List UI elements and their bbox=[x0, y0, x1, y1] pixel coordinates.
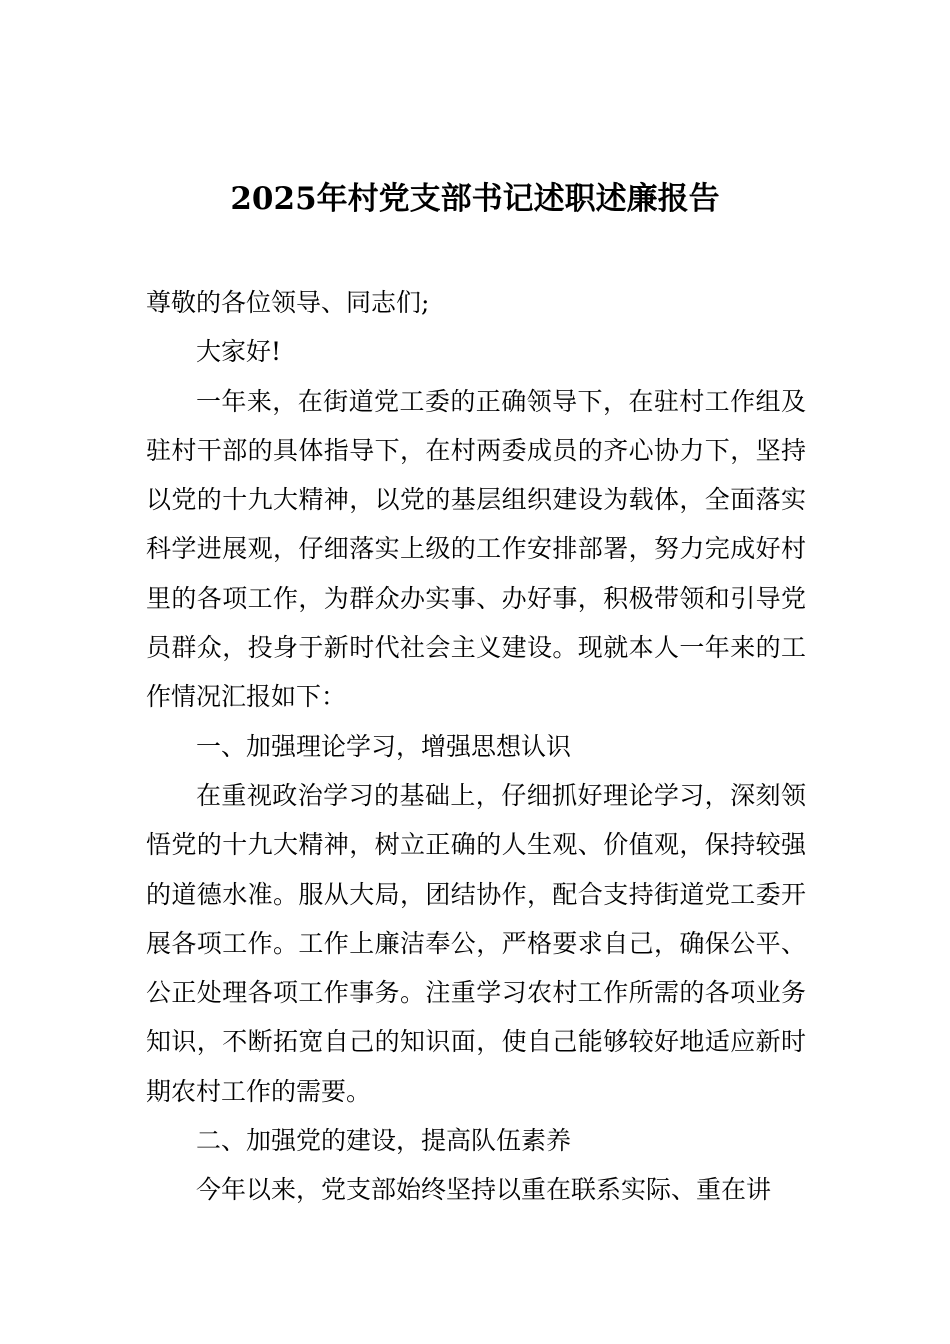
section-heading-1: 一、加强理论学习，增强思想认识 bbox=[196, 731, 572, 761]
salutation: 尊敬的各位领导、同志们; bbox=[146, 288, 430, 317]
document-title: 2025年村党支部书记述职述廉报告 bbox=[230, 181, 720, 217]
document-body bbox=[146, 278, 806, 1215]
section-heading-2: 二、加强党的建设，提高队伍素养 bbox=[196, 1126, 572, 1156]
intro-paragraph: 一年来，在街道党工委的正确领导下，在驻村工作组及驻村干部的具体指导下，在村两委成员的齐心协力下，坚持以党的十九大精神，以党的基层组织建设为载体，全面落实科学进展观，仔细落实上级的工作安排部署，努力完成好村里的各项工作，为群众办实事、办好事，积极带领和引导党员群众，投身于新时代社会主义建设。现就本人一年来的工作情况汇报如下： bbox=[146, 386, 806, 712]
section-2-paragraph: 今年以来，党支部始终坚持以重在联系实际、重在讲 bbox=[196, 1175, 772, 1205]
section-1-paragraph: 在重视政治学习的基础上，仔细抓好理论学习，深刻领悟党的十九大精神，树立正确的人生观、价值观，保持较强的道德水准。服从大局，团结协作，配合支持街道党工委开展各项工作。工作上廉洁奉公，严格要求自己，确保公平、公正处理各项工作事务。注重学习农村工作所需的各项业务知识，不断拓宽自己的知识面，使自己能够较好地适应新时期农村工作的需要。 bbox=[146, 780, 806, 1106]
greeting: 大家好! bbox=[196, 337, 282, 367]
